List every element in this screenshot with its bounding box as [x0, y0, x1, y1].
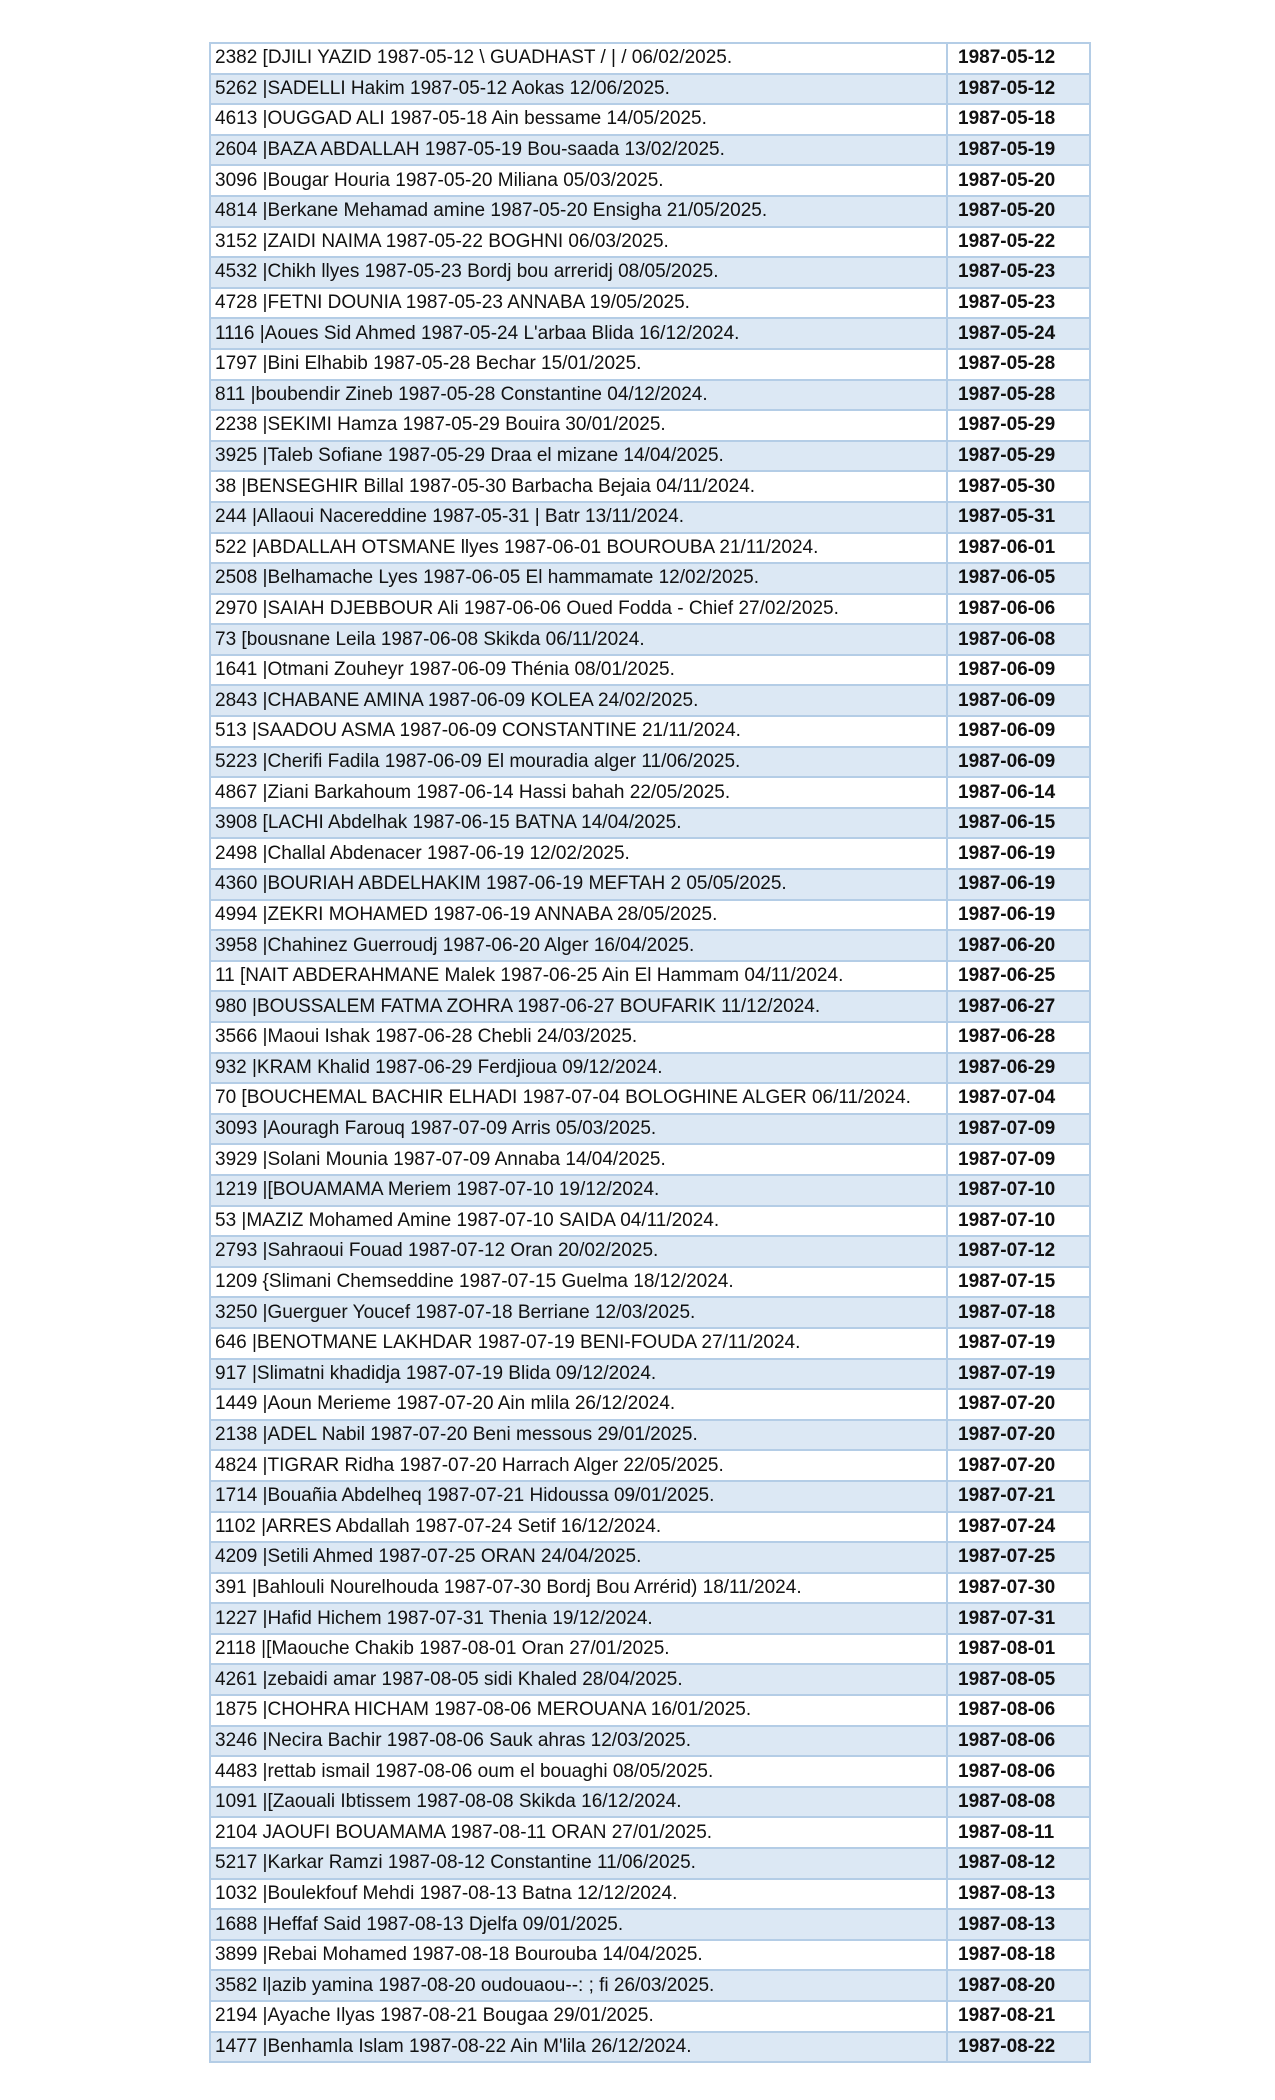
table-row [210, 655, 1090, 686]
record-date-cell: 1987-06-19 [947, 900, 1090, 931]
table-row [210, 716, 1090, 747]
record-date-cell: 1987-08-20 [947, 1970, 1090, 2001]
record-date-cell: 1987-06-08 [947, 624, 1090, 655]
record-entry-cell: 3093 |Aouragh Farouq 1987-07-09 Arris 05/03/2025. [210, 1114, 947, 1145]
record-date-cell: 1987-07-12 [947, 1236, 1090, 1267]
record-entry-cell: 980 |BOUSSALEM FATMA ZOHRA 1987-06-27 BOUFARIK 11/12/2024. [210, 991, 947, 1022]
record-entry-cell: 1688 |Heffaf Said 1987-08-13 Djelfa 09/01/2025. [210, 1909, 947, 1940]
table-row [210, 1175, 1090, 1206]
record-date-cell: 1987-07-15 [947, 1267, 1090, 1298]
table-row [210, 257, 1090, 288]
record-entry-cell: 4824 |TIGRAR Ridha 1987-07-20 Harrach Alger 22/05/2025. [210, 1450, 947, 1481]
table-row [210, 502, 1090, 533]
table-row [210, 2032, 1090, 2063]
table-row [210, 685, 1090, 716]
record-entry-cell: 1875 |CHOHRA HICHAM 1987-08-06 MEROUANA 16/01/2025. [210, 1695, 947, 1726]
record-entry-cell: 3925 |Taleb Sofiane 1987-05-29 Draa el mizane 14/04/2025. [210, 441, 947, 472]
table-row [210, 1206, 1090, 1237]
record-date-cell: 1987-06-09 [947, 747, 1090, 778]
table-row [210, 196, 1090, 227]
record-entry-cell: 1797 |Bini Elhabib 1987-05-28 Bechar 15/01/2025. [210, 349, 947, 380]
table-row [210, 1420, 1090, 1451]
record-entry-cell: 1641 |Otmani Zouheyr 1987-06-09 Thénia 08/01/2025. [210, 655, 947, 686]
record-entry-cell: 3899 |Rebai Mohamed 1987-08-18 Bourouba 14/04/2025. [210, 1940, 947, 1971]
record-date-cell: 1987-07-31 [947, 1603, 1090, 1634]
record-entry-cell: 1032 |Boulekfouf Mehdi 1987-08-13 Batna 12/12/2024. [210, 1879, 947, 1910]
record-entry-cell: 5217 |Karkar Ramzi 1987-08-12 Constantine 11/06/2025. [210, 1848, 947, 1879]
record-date-cell: 1987-06-09 [947, 685, 1090, 716]
record-date-cell: 1987-05-28 [947, 380, 1090, 411]
record-date-cell: 1987-08-06 [947, 1756, 1090, 1787]
record-date-cell: 1987-05-12 [947, 43, 1090, 74]
table-row [210, 1328, 1090, 1359]
record-entry-cell: 1091 |[Zaouali Ibtissem 1987-08-08 Skikda 16/12/2024. [210, 1787, 947, 1818]
table-row [210, 777, 1090, 808]
record-entry-cell: 5262 |SADELLI Hakim 1987-05-12 Aokas 12/06/2025. [210, 74, 947, 105]
table-row [210, 533, 1090, 564]
record-date-cell: 1987-05-30 [947, 471, 1090, 502]
table-row [210, 349, 1090, 380]
record-entry-cell: 932 |KRAM Khalid 1987-06-29 Ferdjioua 09/12/2024. [210, 1053, 947, 1084]
record-entry-cell: 917 |Slimatni khadidja 1987-07-19 Blida 09/12/2024. [210, 1359, 947, 1390]
record-date-cell: 1987-07-19 [947, 1328, 1090, 1359]
record-date-cell: 1987-06-28 [947, 1022, 1090, 1053]
record-date-cell: 1987-06-14 [947, 777, 1090, 808]
record-date-cell: 1987-05-23 [947, 288, 1090, 319]
record-entry-cell: 2104 JAOUFI BOUAMAMA 1987-08-11 ORAN 27/01/2025. [210, 1817, 947, 1848]
table-row [210, 1297, 1090, 1328]
table-row [210, 1695, 1090, 1726]
record-date-cell: 1987-06-09 [947, 716, 1090, 747]
table-row [210, 165, 1090, 196]
table-row [210, 961, 1090, 992]
record-date-cell: 1987-06-20 [947, 930, 1090, 961]
record-entry-cell: 4814 |Berkane Mehamad amine 1987-05-20 Ensigha 21/05/2025. [210, 196, 947, 227]
record-entry-cell: 3250 |Guerguer Youcef 1987-07-18 Berriane 12/03/2025. [210, 1297, 947, 1328]
table-row [210, 1634, 1090, 1665]
record-entry-cell: 646 |BENOTMANE LAKHDAR 1987-07-19 BENI-FOUDA 27/11/2024. [210, 1328, 947, 1359]
record-entry-cell: 2843 |CHABANE AMINA 1987-06-09 KOLEA 24/02/2025. [210, 685, 947, 716]
record-entry-cell: 1449 |Aoun Merieme 1987-07-20 Ain mlila 26/12/2024. [210, 1389, 947, 1420]
record-entry-cell: 1714 |Bouañia Abdelheq 1987-07-21 Hidoussa 09/01/2025. [210, 1481, 947, 1512]
record-date-cell: 1987-06-15 [947, 808, 1090, 839]
record-date-cell: 1987-08-13 [947, 1879, 1090, 1910]
table-row [210, 1267, 1090, 1298]
record-date-cell: 1987-05-29 [947, 410, 1090, 441]
table-row [210, 594, 1090, 625]
record-entry-cell: 2382 [DJILI YAZID 1987-05-12 \ GUADHAST / | / 06/02/2025. [210, 43, 947, 74]
table-row [210, 288, 1090, 319]
record-entry-cell: 2970 |SAIAH DJEBBOUR Ali 1987-06-06 Oued Fodda - Chief 27/02/2025. [210, 594, 947, 625]
table-row [210, 1053, 1090, 1084]
table-row [210, 227, 1090, 258]
record-date-cell: 1987-05-20 [947, 196, 1090, 227]
record-entry-cell: 4867 |Ziani Barkahoum 1987-06-14 Hassi bahah 22/05/2025. [210, 777, 947, 808]
record-date-cell: 1987-07-10 [947, 1206, 1090, 1237]
record-date-cell: 1987-07-09 [947, 1114, 1090, 1145]
record-date-cell: 1987-06-05 [947, 563, 1090, 594]
record-entry-cell: 70 [BOUCHEMAL BACHIR ELHADI 1987-07-04 BOLOGHINE ALGER 06/11/2024. [210, 1083, 947, 1114]
table-row [210, 991, 1090, 1022]
record-entry-cell: 2793 |Sahraoui Fouad 1987-07-12 Oran 20/02/2025. [210, 1236, 947, 1267]
records-table-body [210, 43, 1090, 2062]
table-row [210, 808, 1090, 839]
record-date-cell: 1987-05-12 [947, 74, 1090, 105]
table-row [210, 869, 1090, 900]
record-entry-cell: 522 |ABDALLAH OTSMANE llyes 1987-06-01 BOUROUBA 21/11/2024. [210, 533, 947, 564]
record-entry-cell: 3152 |ZAIDI NAIMA 1987-05-22 BOGHNI 06/03/2025. [210, 227, 947, 258]
table-row [210, 624, 1090, 655]
record-date-cell: 1987-07-04 [947, 1083, 1090, 1114]
records-table [209, 42, 1091, 2063]
table-row [210, 104, 1090, 135]
record-date-cell: 1987-08-06 [947, 1695, 1090, 1726]
record-entry-cell: 244 |Allaoui Nacereddine 1987-05-31 | Batr 13/11/2024. [210, 502, 947, 533]
record-date-cell: 1987-06-01 [947, 533, 1090, 564]
record-date-cell: 1987-08-18 [947, 1940, 1090, 1971]
record-entry-cell: 2498 |Challal Abdenacer 1987-06-19 12/02/2025. [210, 838, 947, 869]
record-entry-cell: 4360 |BOURIAH ABDELHAKIM 1987-06-19 MEFTAH 2 05/05/2025. [210, 869, 947, 900]
table-row [210, 318, 1090, 349]
table-row [210, 930, 1090, 961]
record-entry-cell: 4209 |Setili Ahmed 1987-07-25 ORAN 24/04/2025. [210, 1542, 947, 1573]
record-entry-cell: 4728 |FETNI DOUNIA 1987-05-23 ANNABA 19/05/2025. [210, 288, 947, 319]
record-date-cell: 1987-06-29 [947, 1053, 1090, 1084]
record-date-cell: 1987-06-06 [947, 594, 1090, 625]
record-date-cell: 1987-05-29 [947, 441, 1090, 472]
record-date-cell: 1987-07-25 [947, 1542, 1090, 1573]
table-row [210, 410, 1090, 441]
table-row [210, 1450, 1090, 1481]
record-entry-cell: 3582 l|azib yamina 1987-08-20 oudouaou--: ; fi 26/03/2025. [210, 1970, 947, 2001]
record-entry-cell: 2604 |BAZA ABDALLAH 1987-05-19 Bou-saada 13/02/2025. [210, 135, 947, 166]
record-entry-cell: 513 |SAADOU ASMA 1987-06-09 CONSTANTINE 21/11/2024. [210, 716, 947, 747]
record-entry-cell: 11 [NAIT ABDERAHMANE Malek 1987-06-25 Ain El Hammam 04/11/2024. [210, 961, 947, 992]
record-date-cell: 1987-06-09 [947, 655, 1090, 686]
table-row [210, 471, 1090, 502]
record-date-cell: 1987-06-25 [947, 961, 1090, 992]
table-row [210, 1114, 1090, 1145]
record-date-cell: 1987-07-24 [947, 1512, 1090, 1543]
table-row [210, 1664, 1090, 1695]
record-date-cell: 1987-07-30 [947, 1573, 1090, 1604]
table-row [210, 1756, 1090, 1787]
record-date-cell: 1987-07-20 [947, 1389, 1090, 1420]
record-entry-cell: 1219 |[BOUAMAMA Meriem 1987-07-10 19/12/2024. [210, 1175, 947, 1206]
record-date-cell: 1987-07-20 [947, 1420, 1090, 1451]
record-date-cell: 1987-08-06 [947, 1726, 1090, 1757]
table-row [210, 747, 1090, 778]
record-date-cell: 1987-05-19 [947, 135, 1090, 166]
record-date-cell: 1987-08-13 [947, 1909, 1090, 1940]
record-entry-cell: 2138 |ADEL Nabil 1987-07-20 Beni messous 29/01/2025. [210, 1420, 947, 1451]
record-entry-cell: 1477 |Benhamla Islam 1987-08-22 Ain M'lila 26/12/2024. [210, 2032, 947, 2063]
table-row [210, 1389, 1090, 1420]
record-entry-cell: 3566 |Maoui Ishak 1987-06-28 Chebli 24/03/2025. [210, 1022, 947, 1053]
record-entry-cell: 3929 |Solani Mounia 1987-07-09 Annaba 14/04/2025. [210, 1144, 947, 1175]
table-row [210, 1542, 1090, 1573]
record-date-cell: 1987-08-05 [947, 1664, 1090, 1695]
record-date-cell: 1987-08-21 [947, 2001, 1090, 2032]
record-entry-cell: 4613 |OUGGAD ALI 1987-05-18 Ain bessame 14/05/2025. [210, 104, 947, 135]
record-entry-cell: 53 |MAZIZ Mohamed Amine 1987-07-10 SAIDA 04/11/2024. [210, 1206, 947, 1237]
record-date-cell: 1987-05-24 [947, 318, 1090, 349]
table-row [210, 563, 1090, 594]
table-row [210, 1512, 1090, 1543]
table-row [210, 1726, 1090, 1757]
table-row [210, 1909, 1090, 1940]
record-date-cell: 1987-07-20 [947, 1450, 1090, 1481]
table-row [210, 1083, 1090, 1114]
record-entry-cell: 2508 |Belhamache Lyes 1987-06-05 El hammamate 12/02/2025. [210, 563, 947, 594]
record-date-cell: 1987-05-23 [947, 257, 1090, 288]
table-row [210, 441, 1090, 472]
record-entry-cell: 3958 |Chahinez Guerroudj 1987-06-20 Alger 16/04/2025. [210, 930, 947, 961]
record-date-cell: 1987-08-11 [947, 1817, 1090, 1848]
record-entry-cell: 4483 |rettab ismail 1987-08-06 oum el bouaghi 08/05/2025. [210, 1756, 947, 1787]
record-entry-cell: 3246 |Necira Bachir 1987-08-06 Sauk ahras 12/03/2025. [210, 1726, 947, 1757]
table-row [210, 838, 1090, 869]
record-date-cell: 1987-05-28 [947, 349, 1090, 380]
record-date-cell: 1987-07-19 [947, 1359, 1090, 1390]
table-row [210, 1573, 1090, 1604]
table-row [210, 1817, 1090, 1848]
record-date-cell: 1987-06-19 [947, 838, 1090, 869]
record-entry-cell: 391 |Bahlouli Nourelhouda 1987-07-30 Bordj Bou Arrérid) 18/11/2024. [210, 1573, 947, 1604]
record-date-cell: 1987-05-31 [947, 502, 1090, 533]
table-row [210, 1359, 1090, 1390]
table-row [210, 74, 1090, 105]
table-row [210, 1970, 1090, 2001]
record-entry-cell: 2194 |Ayache Ilyas 1987-08-21 Bougaa 29/01/2025. [210, 2001, 947, 2032]
record-entry-cell: 5223 |Cherifi Fadila 1987-06-09 El mouradia alger 11/06/2025. [210, 747, 947, 778]
record-date-cell: 1987-05-20 [947, 165, 1090, 196]
record-date-cell: 1987-06-19 [947, 869, 1090, 900]
record-date-cell: 1987-07-10 [947, 1175, 1090, 1206]
table-row [210, 1879, 1090, 1910]
table-row [210, 135, 1090, 166]
table-row [210, 1481, 1090, 1512]
record-entry-cell: 811 |boubendir Zineb 1987-05-28 Constantine 04/12/2024. [210, 380, 947, 411]
table-row [210, 1787, 1090, 1818]
record-date-cell: 1987-07-18 [947, 1297, 1090, 1328]
record-entry-cell: 38 |BENSEGHIR Billal 1987-05-30 Barbacha Bejaia 04/11/2024. [210, 471, 947, 502]
record-date-cell: 1987-05-22 [947, 227, 1090, 258]
record-entry-cell: 3096 |Bougar Houria 1987-05-20 Miliana 05/03/2025. [210, 165, 947, 196]
record-entry-cell: 4261 |zebaidi amar 1987-08-05 sidi Khaled 28/04/2025. [210, 1664, 947, 1695]
table-row [210, 1603, 1090, 1634]
record-entry-cell: 2238 |SEKIMI Hamza 1987-05-29 Bouira 30/01/2025. [210, 410, 947, 441]
record-entry-cell: 1209 {Slimani Chemseddine 1987-07-15 Guelma 18/12/2024. [210, 1267, 947, 1298]
record-date-cell: 1987-07-09 [947, 1144, 1090, 1175]
records-sheet [209, 42, 1089, 2063]
record-entry-cell: 4532 |Chikh llyes 1987-05-23 Bordj bou arreridj 08/05/2025. [210, 257, 947, 288]
table-row [210, 1848, 1090, 1879]
table-row [210, 43, 1090, 74]
record-date-cell: 1987-08-08 [947, 1787, 1090, 1818]
record-entry-cell: 4994 |ZEKRI MOHAMED 1987-06-19 ANNABA 28/05/2025. [210, 900, 947, 931]
table-row [210, 380, 1090, 411]
record-entry-cell: 73 [bousnane Leila 1987-06-08 Skikda 06/11/2024. [210, 624, 947, 655]
record-entry-cell: 1116 |Aoues Sid Ahmed 1987-05-24 L'arbaa Blida 16/12/2024. [210, 318, 947, 349]
record-entry-cell: 3908 [LACHI Abdelhak 1987-06-15 BATNA 14/04/2025. [210, 808, 947, 839]
table-row [210, 900, 1090, 931]
table-row [210, 1236, 1090, 1267]
table-row [210, 1940, 1090, 1971]
record-date-cell: 1987-08-22 [947, 2032, 1090, 2063]
table-row [210, 2001, 1090, 2032]
record-date-cell: 1987-08-01 [947, 1634, 1090, 1665]
record-entry-cell: 2118 |[Maouche Chakib 1987-08-01 Oran 27/01/2025. [210, 1634, 947, 1665]
record-entry-cell: 1102 |ARRES Abdallah 1987-07-24 Setif 16/12/2024. [210, 1512, 947, 1543]
table-row [210, 1022, 1090, 1053]
record-date-cell: 1987-06-27 [947, 991, 1090, 1022]
record-date-cell: 1987-08-12 [947, 1848, 1090, 1879]
table-row [210, 1144, 1090, 1175]
record-date-cell: 1987-07-21 [947, 1481, 1090, 1512]
record-date-cell: 1987-05-18 [947, 104, 1090, 135]
record-entry-cell: 1227 |Hafid Hichem 1987-07-31 Thenia 19/12/2024. [210, 1603, 947, 1634]
